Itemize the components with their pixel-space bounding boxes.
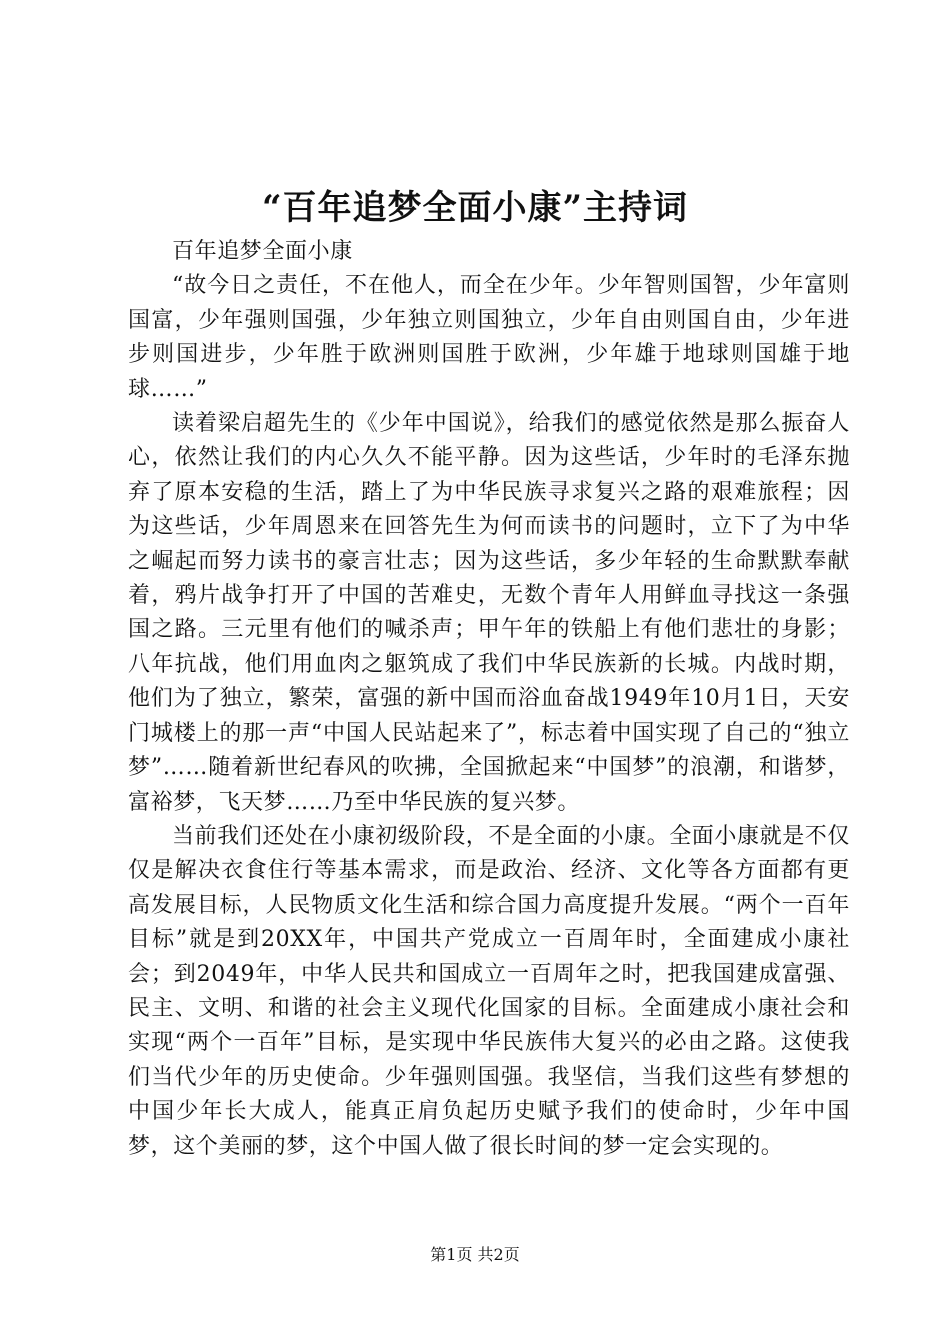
paragraph-xiaokang: 当前我们还处在小康初级阶段，不是全面的小康。全面小康就是不仅仅是解决衣食住行等基本需求，而是政治、经济、文化等各方面都有更高发展目标，人民物质文化生活和综合国力高度提升发展。“两个一百年目标”就是到20XX年，中国共产党成立一百周年时，全面建成小康社会；到2049年，中华人民共和国成立一百周年之时，把我国建成富强、民主、文明、和谐的社会主义现代化国家的目标。全面建成小康社会和实现“两个一百年”目标，是实现中华民族伟大复兴的必由之路。这使我们当代少年的历史使命。少年强则国强。我坚信，当我们这些有梦想的中国少年长大成人，能真正肩负起历史赋予我们的使命时，少年中国梦，这个美丽的梦，这个中国人做了很长时间的梦一定会实现的。 — [128, 823, 851, 1159]
page-footer: 第1页 共2页 — [430, 1245, 520, 1264]
document-body — [128, 235, 850, 1164]
paragraph-history: 读着梁启超先生的《少年中国说》，给我们的感觉依然是那么振奋人心，依然让我们的内心久久不能平静。因为这些话，少年时的毛泽东抛弃了原本安稳的生活，踏上了为中华民族寻求复兴之路的艰难旅程；因为这些话，少年周恩来在回答先生为何而读书的问题时，立下了为中华之崛起而努力读书的豪言壮志；因为这些话，多少年轻的生命默默奉献着，鸦片战争打开了中国的苦难史，无数个青年人用鲜血寻找这一条强国之路。三元里有他们的喊杀声；甲午年的铁船上有他们悲壮的身影；八年抗战，他们用血肉之躯筑成了我们中华民族新的长城。内战时期，他们为了独立，繁荣，富强的新中国而浴血奋战1949年10月1日，天安门城楼上的那一声“中国人民站起来了”，标志着中国实现了自己的“独立梦”……随着新世纪春风的吹拂，全国掀起来“中国梦”的浪潮，和谐梦，富裕梦，飞天梦……乃至中华民族的复兴梦。 — [128, 411, 850, 815]
subtitle-line: 百年追梦全面小康 — [172, 239, 353, 264]
document-title: “百年追梦全面小康”主持词 — [261, 188, 689, 228]
paragraph-quote: “故今日之责任，不在他人，而全在少年。少年智则国智，少年富则国富，少年强则国强，少年独立则国独立，少年自由则国自由，少年进步则国进步，少年胜于欧洲则国胜于欧洲，少年雄于地球则国雄于地球……” — [128, 273, 850, 402]
